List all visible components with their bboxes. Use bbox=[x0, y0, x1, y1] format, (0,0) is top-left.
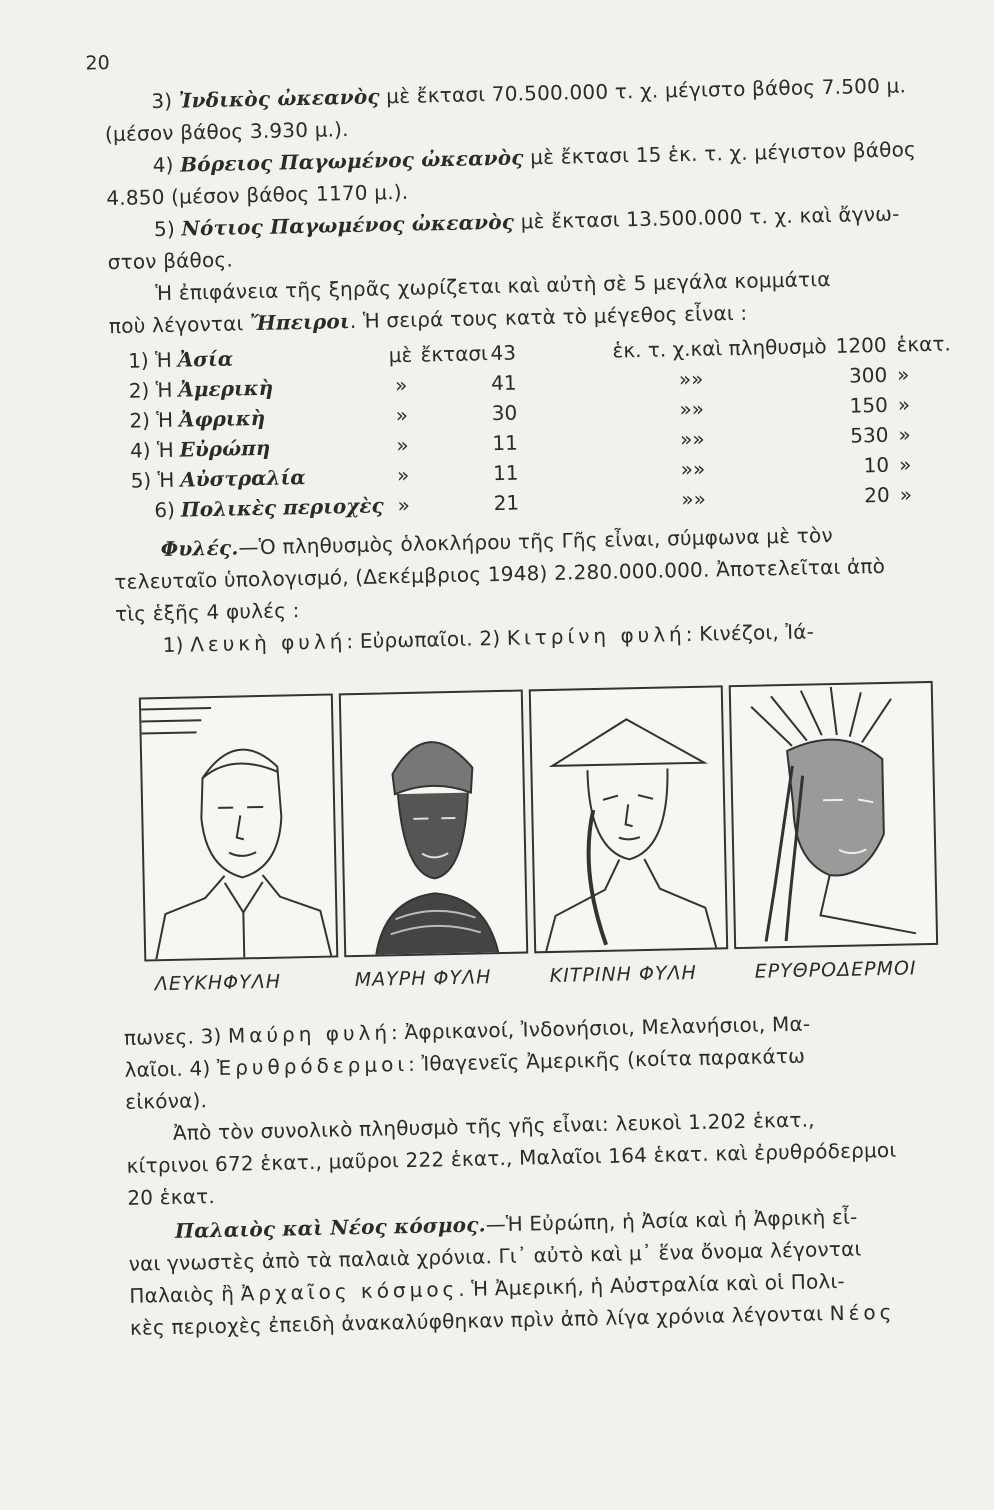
continents-table bbox=[109, 330, 960, 528]
row-text: ἑκ. τ. χ. bbox=[612, 336, 691, 363]
term-new: Νέος bbox=[829, 1299, 896, 1326]
row-number: 6) bbox=[154, 497, 176, 523]
world-line-3 bbox=[129, 1269, 845, 1308]
ocean-name-indian: Ἰνδικὸς ὠκεανὸς bbox=[178, 84, 380, 113]
continent-area: 43 bbox=[490, 340, 517, 366]
row-text: » bbox=[394, 372, 408, 398]
after-line-3: εἰκόνα). bbox=[125, 1088, 208, 1114]
caption-yellow-race: ΚΙΤΡΙΝΗ ΦΥΛΗ bbox=[549, 961, 698, 988]
continent-name: Ἀσία bbox=[177, 346, 234, 372]
races-text: πωνες. 3) bbox=[123, 1023, 229, 1050]
world-text: —Ἡ Εὐρώπη, ἡ Ἀσία καὶ ἡ Ἀφρικὴ εἶ- bbox=[485, 1204, 858, 1237]
races-text: : Εὐρωπαῖοι. 2) bbox=[346, 625, 508, 654]
after-line-1 bbox=[124, 1012, 811, 1050]
row-text: » bbox=[396, 462, 410, 488]
black-race-drawing bbox=[341, 692, 526, 956]
continent-population: 10 bbox=[863, 452, 890, 478]
term-yellow-race: Κιτρίνη φυλή bbox=[506, 622, 686, 650]
intro-text: ποὺ λέγονται bbox=[108, 311, 251, 339]
land-intro-line-2 bbox=[109, 301, 748, 338]
row-text: » bbox=[679, 396, 692, 422]
races-line-3: τὶς ἑξῆς 4 φυλές : bbox=[114, 598, 300, 627]
white-race-drawing bbox=[141, 696, 336, 960]
white-race-portrait bbox=[139, 693, 338, 961]
item-number: 4) bbox=[152, 152, 181, 178]
races-line-2: τελευταῖο ὑπολογισμό, (Δεκέμβριος 1948) 2.280.000.000. Ἀποτελεῖται ἀπὸ bbox=[114, 553, 886, 595]
ocean-indian-depth: (μέσον βάθος 3.930 μ.). bbox=[104, 117, 349, 147]
world-text: κὲς περιοχὲς ἐπειδὴ ἀνακαλύφθηκαν πρὶν ἀπὸ λίγα χρόνια λέγονται bbox=[129, 1301, 830, 1340]
red-race-drawing bbox=[731, 683, 936, 947]
races-text: 1) bbox=[162, 632, 191, 658]
red-race-portrait bbox=[729, 681, 938, 949]
continent-population: 20 bbox=[863, 482, 890, 508]
continent-population: 1200 bbox=[835, 332, 887, 358]
row-text: » bbox=[681, 486, 694, 512]
ocean-arctic-line bbox=[152, 137, 916, 177]
races-line-4 bbox=[162, 619, 814, 657]
ocean-name-arctic: Βόρειος Παγωμένος ὠκεανὸς bbox=[179, 145, 524, 177]
row-text: ἑκατ. bbox=[896, 331, 951, 357]
continent-area: 11 bbox=[492, 430, 519, 456]
row-text: » bbox=[691, 396, 705, 421]
world-line-4 bbox=[130, 1300, 896, 1340]
after-line-2 bbox=[124, 1044, 805, 1082]
world-text: Παλαιὸς ἢ bbox=[129, 1281, 241, 1308]
row-text: » bbox=[899, 482, 913, 507]
row-text bbox=[421, 370, 492, 401]
black-race-portrait bbox=[339, 690, 528, 958]
yellow-race-portrait bbox=[529, 685, 728, 953]
races-line-1 bbox=[160, 523, 833, 561]
row-text: » bbox=[680, 456, 694, 482]
races-text: : Κινέζοι, Ἰά- bbox=[685, 619, 815, 647]
row-number: 4) Ἡ bbox=[129, 437, 174, 463]
row-text: » bbox=[396, 432, 409, 458]
continent-population: 150 bbox=[849, 392, 889, 418]
section-heading-world: Παλαιὸς καὶ Νέος κόσμος. bbox=[174, 1212, 486, 1243]
row-text: » bbox=[896, 362, 910, 387]
races-text: λαῖοι. 4) bbox=[124, 1055, 218, 1082]
ocean-antarctic-line bbox=[154, 202, 900, 242]
ocean-name-antarctic: Νότιος Παγωμένος ὠκεανὸς bbox=[181, 209, 515, 241]
row-text: » bbox=[692, 426, 705, 451]
row-text: » bbox=[397, 492, 411, 518]
row-text bbox=[423, 490, 494, 521]
continent-area: 11 bbox=[492, 460, 519, 486]
continent-name: Ἀμερικὴ bbox=[178, 375, 274, 402]
ocean-details: μὲ ἔκτασι 70.500.000 τ. χ. μέγιστο βάθος 7.500 μ. bbox=[379, 73, 907, 109]
continent-population: 300 bbox=[848, 362, 888, 388]
races-text: —Ὁ πληθυσμὸς ὁλοκλήρου τῆς Γῆς εἶναι, σύμφωνα μὲ τὸν bbox=[238, 522, 834, 560]
after-line-4: Ἀπὸ τὸν συνολικὸ πληθυσμὸ τῆς γῆς εἶναι: λευκοὶ 1.202 ἑκατ., bbox=[172, 1107, 815, 1145]
continent-area: 41 bbox=[490, 370, 517, 396]
continent-name: Αὐστραλία bbox=[180, 465, 306, 492]
term-continents: Ἤπειροι bbox=[249, 309, 351, 336]
row-text: » bbox=[692, 456, 706, 481]
row-text: » bbox=[678, 366, 692, 392]
item-number: 3) bbox=[151, 88, 180, 114]
row-text bbox=[422, 400, 493, 431]
ocean-details: μὲ ἔκτασι 15 ἑκ. τ. χ. μέγιστον βάθος bbox=[523, 137, 917, 170]
world-line-1 bbox=[175, 1205, 858, 1243]
row-number: 2) Ἡ bbox=[128, 377, 173, 403]
caption-white-race: ΛΕΥΚΗΦΥΛΗ bbox=[154, 970, 282, 996]
continent-name: Ἀφρικὴ bbox=[178, 405, 266, 432]
item-number: 5) bbox=[153, 216, 182, 242]
row-text: » bbox=[395, 402, 409, 428]
yellow-race-drawing bbox=[531, 687, 726, 951]
row-text: » bbox=[898, 422, 911, 447]
continent-area: 21 bbox=[493, 490, 520, 516]
land-intro-line-1: Ἡ ἐπιφάνεια τῆς ξηρᾶς χωρίζεται καὶ αὐτὴ σὲ 5 μεγάλα κομμάτια bbox=[155, 266, 831, 306]
caption-black-race: ΜΑΥΡΗ ΦΥΛΗ bbox=[354, 966, 492, 992]
after-line-5: κίτρινοι 672 ἑκατ., μαῦροι 222 ἑκατ., Μαλαῖοι 164 ἑκατ. καὶ ἐρυθρόδερμοι bbox=[126, 1137, 897, 1178]
row-text: » bbox=[897, 392, 911, 417]
term-red-race: Ἐρυθρόδερμοι bbox=[216, 1051, 409, 1080]
row-text: » bbox=[693, 486, 707, 511]
row-text bbox=[423, 460, 494, 491]
race-illustrations bbox=[139, 680, 965, 997]
row-text: μὲ bbox=[388, 342, 413, 368]
ocean-antarctic-depth: στον βάθος. bbox=[107, 247, 234, 275]
races-text: : Ἀφρικανοί, Ἰνδονήσιοι, Μελανήσιοι, Μα- bbox=[390, 1011, 811, 1045]
after-line-6: 20 ἑκατ. bbox=[127, 1184, 216, 1210]
row-number: 5) Ἡ bbox=[130, 467, 175, 493]
world-text: . Ἡ Ἀμερική, ἡ Αὐστραλία καὶ οἱ Πολι- bbox=[458, 1268, 846, 1301]
page-number: 20 bbox=[85, 52, 110, 75]
row-number: 1) Ἡ bbox=[127, 347, 173, 373]
term-white-race: Λευκὴ φυλή bbox=[189, 629, 347, 657]
continent-population: 530 bbox=[849, 422, 889, 448]
row-text: » bbox=[898, 452, 912, 477]
row-text bbox=[422, 430, 493, 461]
continent-name: Εὐρώπη bbox=[179, 435, 271, 462]
continent-name: Πολικὲς περιοχὲς bbox=[180, 493, 384, 522]
caption-red-race: ΕΡΥΘΡΟΔΕΡΜΟΙ bbox=[754, 957, 917, 983]
ocean-indian-line bbox=[151, 73, 906, 113]
races-text: : Ἰθαγενεῖς Ἀμερικῆς (κοίτα παρακάτω bbox=[407, 1043, 806, 1076]
row-text: » bbox=[690, 366, 704, 391]
continent-area: 30 bbox=[491, 400, 518, 426]
section-heading-races: Φυλές. bbox=[160, 535, 239, 562]
row-text: καὶ πληθυσμὸ bbox=[690, 334, 827, 361]
row-text: ἔκτασι bbox=[420, 341, 489, 367]
world-line-2: ναι γνωστὲς ἀπὸ τὰ παλαιὰ χρόνια. Γι᾽ αὐτὸ καὶ μ᾽ ἕνα ὄνομα λέγονται bbox=[128, 1236, 862, 1276]
ocean-arctic-depth: 4.850 (μέσον βάθος 1170 μ.). bbox=[106, 179, 409, 211]
term-old-world: Ἀρχαῖος κόσμος bbox=[240, 1276, 459, 1306]
term-black-race: Μαύρη φυλή bbox=[227, 1020, 392, 1048]
intro-text: . Ἡ σειρά τους κατὰ τὸ μέγεθος εἶναι : bbox=[349, 300, 748, 334]
ocean-details: μὲ ἔκτασι 13.500.000 τ. χ. καὶ ἄγνω- bbox=[513, 201, 900, 234]
row-text: » bbox=[679, 426, 693, 452]
row-number: 2) Ἡ bbox=[129, 407, 174, 433]
